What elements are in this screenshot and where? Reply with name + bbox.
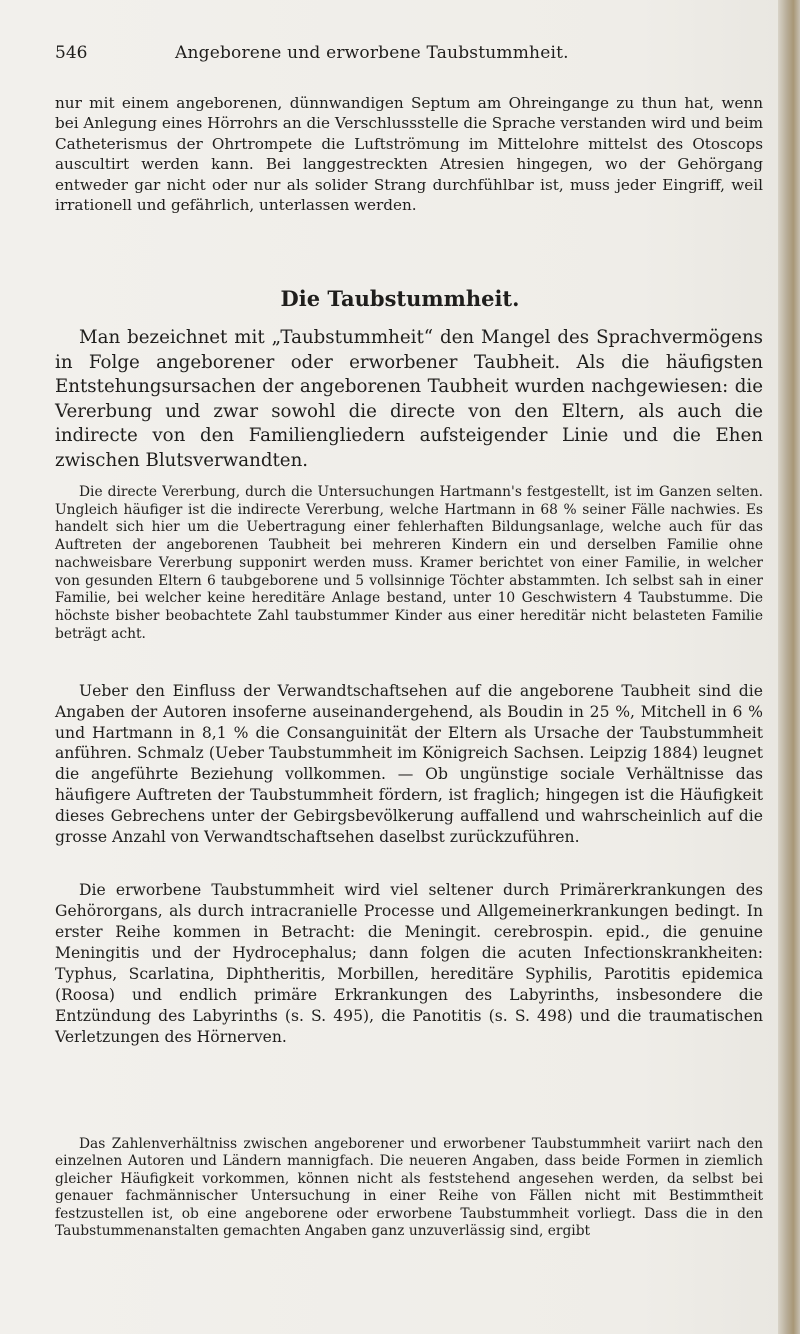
paragraph-consanguinity: Ueber den Einfluss der Verwandtschaftsehen auf die angeborene Taubheit sind die Angaben der Autoren insoferne auseinandergehend, als Boudin in 25 %, Mitchell in 6 % und Hartmann in 8,1 % die Consanguinität der Eltern als Ursache der Taubstummheit anführen. Schmalz (Ueber Taubstummheit im Königreich Sachsen. Leipzig 1884) leugnet die angeführte Beziehung vollkommen. — Ob ungünstige sociale Verhältnisse das häufigere Auftreten der Taubstummheit fördern, ist fraglich; hingegen ist die Häufigkeit dieses Gebrechens unter der Gebirgsbevölkerung auffallend und wahrscheinlich auf die grosse Anzahl von Verwandtschaftsehen daselbst zurückzuführen. [55,682,763,846]
page-header [55,43,755,69]
paragraph-heredity: Die directe Vererbung, durch die Untersuchungen Hartmann's festgestellt, ist im Ganzen selten. Ungleich häufiger ist die indirecte Vererbung, welche Hartmann in 68 % seiner Fälle nachwies. Es handelt sich hier um die Uebertragung einer fehlerhaften Bildungsanlage, welche auch für das Auftreten der angeborenen Taubheit bei mehreren Kindern ein und derselben Familie ohne nachweisbare Vererbung supponirt werden muss. Kramer berichtet von einer Familie, in welcher von gesunden Eltern 6 taubgeborene und 5 vollsinnige Töchter abstammten. Ich selbst sah in einer Familie, bei welcher keine hereditäre Anlage bestand, unter 10 Geschwistern 4 Taubstumme. Die höchste bisher beobachtete Zahl taubstummer Kinder aus einer hereditär nicht belasteten Familie beträgt acht. [55,484,763,642]
paragraph-ratio: Das Zahlenverhältniss zwischen angeborener und erworbener Taubstummheit variirt nach den einzelnen Autoren und Ländern mannigfach. Die neueren Angaben, dass beide Formen in ziemlich gleicher Häufigkeit vorkommen, können nicht als feststehend angesehen werden, da selbst bei genauer fachmännischer Untersuchung in einer Reihe von Fällen nicht mit Bestimmtheit festzustellen ist, ob eine angeborene oder erworbene Taubstummheit vorliegt. Dass die in den Taubstummenanstalten gemachten Angaben ganz unzuverlässig sind, ergibt [55,1136,763,1240]
page-edge-shadow [778,0,800,1334]
paragraph-acquired: Die erworbene Taubstummheit wird viel seltener durch Primärerkrankungen des Gehörorgans, als durch intracranielle Processe und Allgemeinerkrankungen bedingt. In erster Reihe kommen in Betracht: die Meningit. cerebrospin. epid., die genuine Meningitis und der Hydrocephalus; dann folgen die acuten Infectionskrankheiten: Typhus, Scarlatina, Diphtheritis, Morbillen, hereditäre Syphilis, Parotitis epidemica (Roosa) und endlich primäre Erkrankungen des Labyrinths, insbesondere die Entzündung des Labyrinths (s. S. 495), die Panotitis (s. S. 498) und die traumatischen Verletzungen des Hörnerven. [55,881,763,1046]
page-number: 546 [55,43,88,63]
section-heading: Die Taubstummheit. [280,286,520,311]
paragraph-atresia: nur mit einem angeborenen, dünnwandigen Septum am Ohreingange zu thun hat, wenn bei Anlegung eines Hörrohrs an die Verschlussstelle die Sprache verstanden wird und beim Catheterismus der Ohrtrompete die Luftströmung im Mittelohre mittelst des Otoscops auscultirt werden kann. Bei langgestreckten Atresien hingegen, wo der Gehörgang entweder gar nicht oder nur als solider Strang durchfühlbar ist, muss jeder Eingriff, weil irrationell und gefährlich, unterlassen werden. [55,94,763,215]
running-title: Angeborene und erworbene Taubstummheit. [175,43,569,63]
paragraph-definition: Man bezeichnet mit „Taubstummheit“ den Mangel des Sprachvermögens in Folge angeborener oder erworbener Taubheit. Als die häufigsten Entstehungsursachen der angeborenen Taubheit wurden nachgewiesen: die Vererbung und zwar sowohl die directe von den Eltern, als auch die indirecte von den Familiengliedern aufsteigender Linie und die Ehen zwischen Blutsverwandten. [55,327,763,471]
